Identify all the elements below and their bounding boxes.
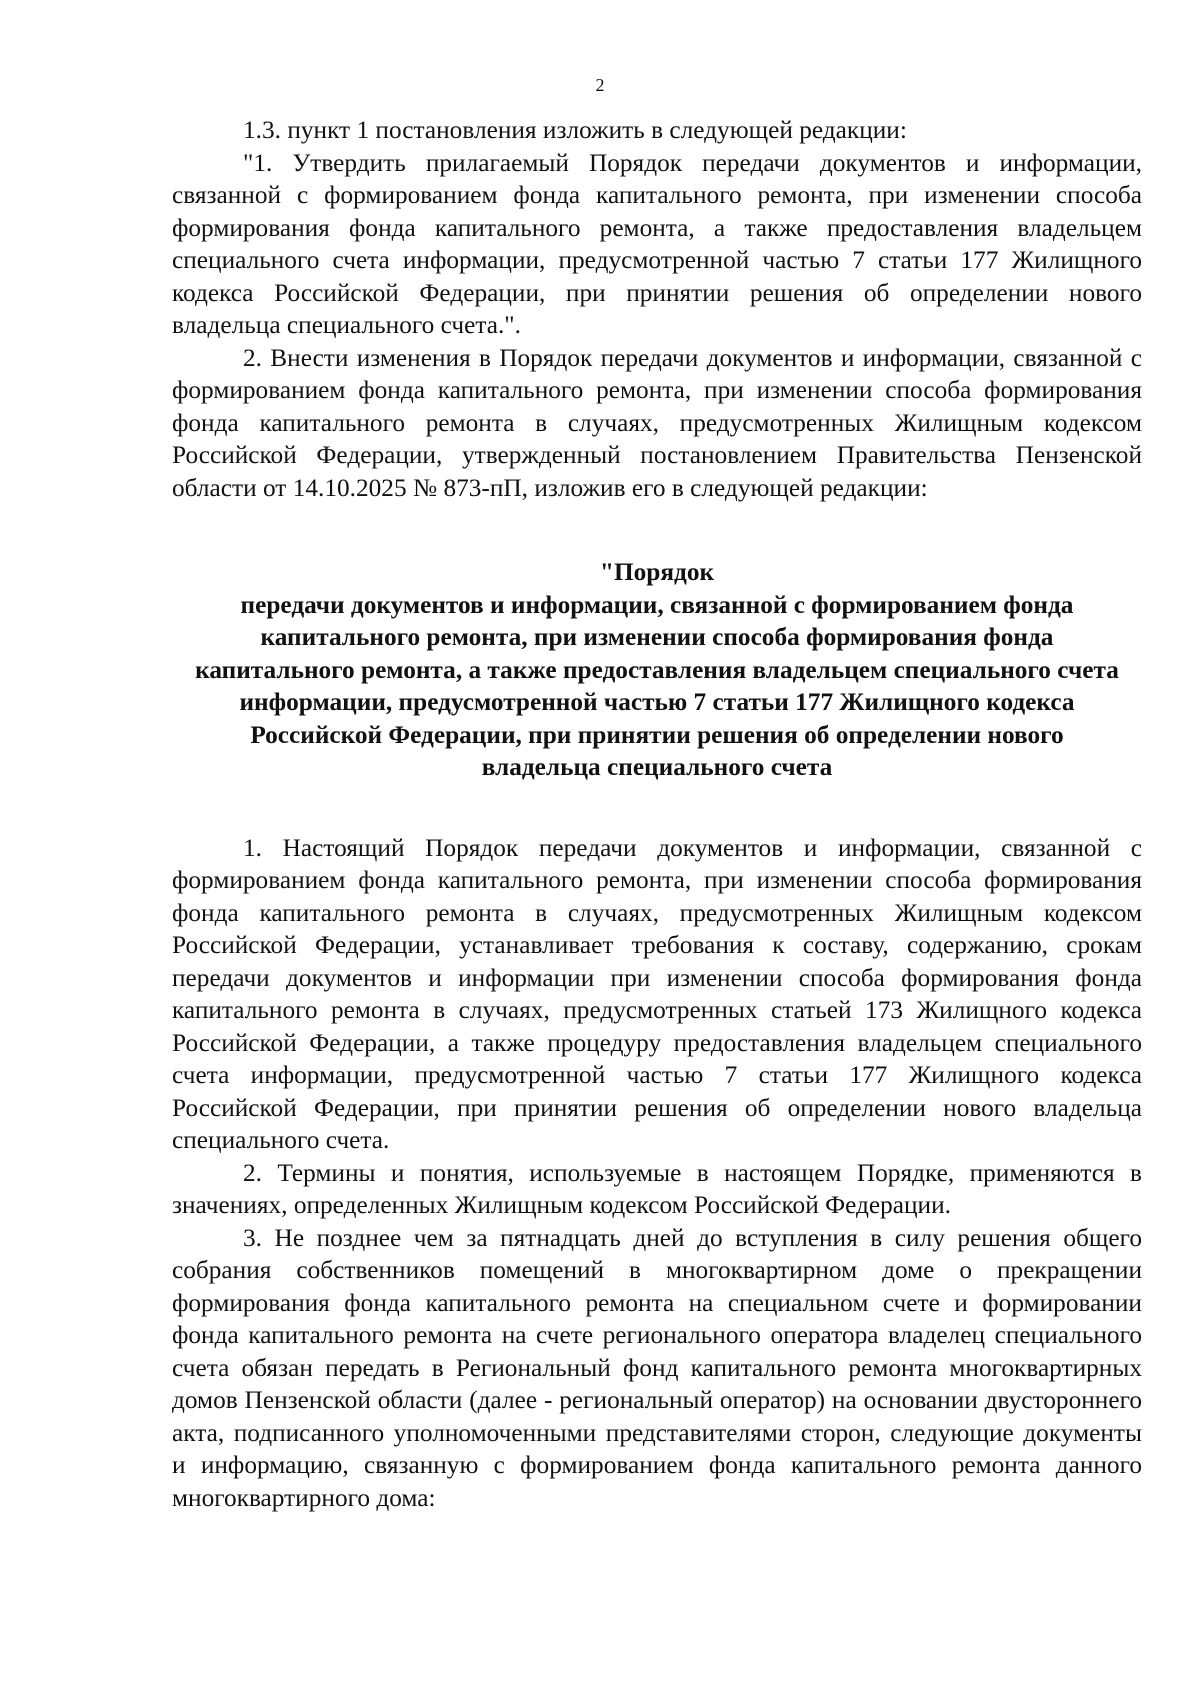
paragraph-2-amendment: 2. Внести изменения в Порядок передачи документов и информации, связанной с формированием фонда капитального ремонта, при изменении способа формирования фонда капитального ремонта в случаях, предусмотренных Жилищным кодексом Российской Федерации, утвержденный постановлением Правительства Пензенской области от 14.10.2025 № 873-пП, изложив его в следующей редакции: [172,343,1142,502]
paragraph-quoted-point-1: "1. Утвердить прилагаемый Порядок передачи документов и информации, связанной с формированием фонда капитального ремонта, при изменении способа формирования фонда капитального ремонта, а также предоставления владельцем специального счета информации, предусмотренной частью 7 статьи 177 Жилищного кодекса Российской Федерации, при принятии решения об определении нового владельца специального счета.". [172,148,1142,339]
procedure-title-heading: "Порядок [599,558,715,586]
procedure-paragraph-1: 1. Настоящий Порядок передачи документов и информации, связанной с формированием фонда капитального ремонта, при изменении способа формирования фонда капитального ремонта в случаях, предусмотренных Жилищным кодексом Российской Федерации, устанавливает требования к составу, содержанию, срокам передачи документов и информации при изменении способа формирования фонда капитального ремонта в случаях, предусмотренных статьей 173 Жилищного кодекса Российской Федерации, а также процедуру предоставления владельцем специального счета информации, предусмотренной частью 7 статьи 177 Жилищного кодекса Российской Федерации, при принятии решения об определении нового владельца специального счета. [172,833,1142,1154]
paragraph-1-3: 1.3. пункт 1 постановления изложить в следующей редакции: [243,116,907,144]
document-body [172,114,1142,1514]
procedure-title [172,556,1142,784]
procedure-paragraph-2: 2. Термины и понятия, используемые в настоящем Порядке, применяются в значениях, определенных Жилищным кодексом Российской Федерации. [172,1158,1142,1219]
procedure-title-subtitle: передачи документов и информации, связанной с формированием фонда капитального ремонта, при изменении способа формирования фонда капитального ремонта, а также предоставления владельцем специального счета информации, предусмотренной частью 7 статьи 177 Жилищного кодекса Российской Федерации, при принятии решения об определении нового владельца специального счета [195,590,1119,781]
page-number: 2 [595,75,605,95]
procedure-paragraph-3: 3. Не позднее чем за пятнадцать дней до вступления в силу решения общего собрания собственников помещений в многоквартирном доме о прекращении формирования фонда капитального ремонта на специальном счете и формировании фонда капитального ремонта на счете регионального оператора владелец специального счета обязан передать в Региональный фонд капитального ремонта многоквартирных домов Пензенской области (далее - региональный оператор) на основании двустороннего акта, подписанного уполномоченными представителями сторон, следующие документы и информацию, связанную с формированием фонда капитального ремонта данного многоквартирного дома: [172,1223,1142,1512]
